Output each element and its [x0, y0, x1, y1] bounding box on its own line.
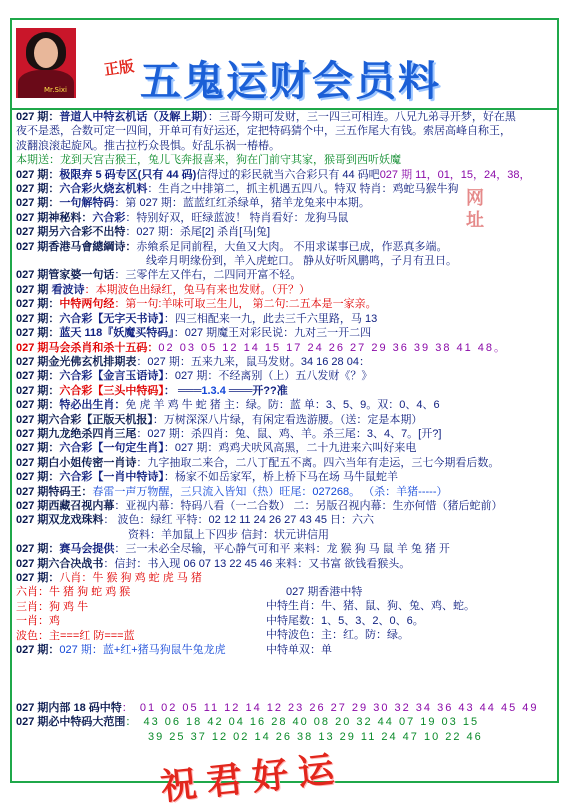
line-26: 027 期：六合彩【一肖中特诗】：杨家不如岳家军，桥上桥下马在场 马牛鼠蛇羊: [16, 471, 398, 484]
line-32: 027 期六合决战书：信封：书入现 06 07 13 22 45 46 来料：又书富 欲钱看猴头。: [16, 557, 411, 570]
left-line-4: 一肖：鸡: [16, 615, 60, 628]
header: [12, 20, 557, 110]
line-14: 027 期：中特两句经：第一句:羊味可取三生儿， 第二句:二五本是一家亲。: [16, 298, 377, 311]
line-12: 027 期管家婆一句话：三零伴左又伴右，二四同开富不轻。: [16, 269, 302, 282]
line-13: 027 期 看波诗：本期波色出绿红，兔马有来也发财。（开？）: [16, 283, 310, 296]
line-31: 027 期：赛马会提供：三一未必全尽输，平心静气可和平 来料：龙 猴 狗 马 鼠 羊 兔 猪 开: [16, 543, 450, 556]
content-area: [16, 110, 556, 756]
line-28: 027 期西藏召视内幕：亚视内幕：特码八看（一二合数） 二：另版召视内幕：生亦何惜（猪后蛇前）: [16, 499, 503, 512]
left-line-5: 波色：主===红 防===蓝: [16, 629, 135, 642]
line-21: 027 期：特必出生肖：免 虎 羊 鸡 牛 蛇 猪 主：绿。防：蓝 单：3、5、9。双：0、4、6: [16, 399, 440, 412]
right-line-2: 中特尾数：1、5、3、2、0、6。: [266, 614, 424, 627]
left-column: [16, 571, 266, 657]
line-9: 027 期另六合彩不出特：027 期：杀尾[2] 杀肖[马|兔]: [16, 226, 271, 239]
left-line-3: 三肖：狗 鸡 牛: [16, 600, 89, 613]
line-4: 本期送：龙到天宫吉猴王，兔儿飞奔报喜来，狗在门前守其家，猴哥到西听妖魔: [16, 154, 401, 167]
line-29: 027 期双龙戏珠料： 波色：绿红 平特：02 12 11 24 26 27 43 45 日：六六: [16, 514, 375, 527]
line-19: 027 期：六合彩【金言玉语诗】：027 期：不经离别（上）五八发财《？》: [16, 370, 373, 383]
right-column: [266, 571, 556, 657]
line-30: 资料：羊加鼠上下四步 信封：状元讲信用: [128, 528, 330, 541]
page-title: 五鬼运财会员料: [140, 57, 441, 105]
line-1: 027 期：普道人中特玄机话（及解上期）：三哥今期可发财，三一四三可相连。八兄九弟寻开梦，好在黑: [16, 111, 516, 123]
right-title: 027 期香港中特: [286, 586, 363, 598]
two-column-block: [16, 571, 556, 701]
line-20: 027 期：六合彩【三头中特码】： ═══1.3.4 ═══开??准: [16, 384, 288, 397]
line-8: 027 期神秘料：六合彩：特别好双，旺绿蓝波！ 特肖看好：龙狗马鼠: [16, 211, 349, 224]
line-5: 027 期：极限弃 5 码专区(只有 44 码)信得过的彩民就当六合彩只有 44 码吧027 期 11，01，15，24，38，: [16, 168, 531, 181]
line-22: 027 期六合彩【正版天机报】：万树深深八片绿，有闲定看选游腰。（送：定是本期）: [16, 413, 423, 426]
line-16: 027 期：蓝天 118『妖魔买特码』：027 期魔王对彩民说：九对三一开二四: [16, 327, 372, 340]
left-line-2: 六肖：牛 猪 狗 蛇 鸡 猴: [16, 586, 131, 599]
right-line-4: 中特单双：单: [266, 643, 332, 656]
portrait-photo: [16, 28, 76, 98]
footer-blessing: 祝君好运: [158, 747, 346, 809]
bottom-line-1: 027 期内部 18 码中特： 01 02 05 11 12 14 12 23 26 27 29 30 32 34 36 43 44 45 49: [16, 702, 539, 714]
line-6: 027 期：六合彩火烧玄机料：生肖之中排第二，抓主机遇五四八。特双 特肖：鸡蛇马猴牛狗: [16, 183, 459, 196]
right-line-1: 中特生肖：牛、猪、鼠、狗、兔、鸡、蛇。: [266, 600, 475, 613]
line-11: 线牵月明缘份到，羊入虎蛇口。 静从好听风鹏鸣，子月有丑日。: [146, 255, 458, 268]
left-line-1: 027 期：八肖：牛 猴 狗 鸡 蛇 虎 马 猪: [16, 572, 202, 584]
line-24: 027 期：六合彩【一句定生肖】：027 期：鸡鸡犬吠风高黑，二十九进来六叫好来电: [16, 442, 417, 455]
line-25: 027 期白小姐传密一肖诗：九字抽取二来合，二八丁配五不离。四六当年有走运，三七今期看后数。: [16, 456, 500, 469]
line-15: 027 期：六合彩【无字天书诗】：四三相配来一九，此去三千六里路，马 13: [16, 312, 378, 325]
left-line-6: 027 期：027 期：蓝+红+猪马狗鼠牛兔龙虎: [16, 644, 226, 657]
line-17: 027 期马会杀肖和杀十五码：02 03 05 12 14 15 17 24 26 27 29 36 39 38 41 48。: [16, 341, 508, 354]
line-2: 夜不是悉，合数可定一四间，开单可有好运还，定把特码猜个中，三五作尾大有钱。索居高峰自称王，: [16, 125, 511, 138]
line-10: 027 期香港马會總綱诗：赤飨系足同前程，大鱼又大肉。 不用求谋事已成，作恶真多端。: [16, 240, 448, 253]
bottom-line-3: 39 25 37 12 02 14 26 38 13 29 11 24 47 10 22 46: [148, 730, 483, 743]
zhengban-badge: 正版: [102, 56, 136, 80]
line-27: 027 期特码王：春雷一声万物醒，三只流入皆知（热）旺尾：027268。 （杀：羊猪-----）: [16, 485, 448, 498]
bottom-line-2: 027 期必中特码大范围： 43 06 18 42 04 16 28 40 08 20 32 44 07 19 03 15: [16, 716, 480, 729]
watermark: 网 址: [466, 188, 484, 231]
line-3: 波翻浪滚起旋风。推古拉朽众畏惧。好乱乐祸一椿椿。: [16, 139, 280, 152]
line-23: 027 期九龙绝杀四肖三尾：027 期：杀四肖：兔、鼠、鸡、羊。杀三尾：3、4、7。[开?]: [16, 427, 442, 440]
photo-tag: Mr.Sixi: [44, 86, 67, 94]
right-line-3: 中特波色：主：红。防：绿。: [266, 629, 409, 642]
line-18: 027 期金光佛玄机排期表：027 期：五来九来，鼠马发财。34 16 28 04：: [16, 355, 370, 368]
line-7: 027 期：一句解特码：第 027 期：蓝蓝红红杀绿单，猪羊龙兔来中本期。: [16, 197, 370, 210]
